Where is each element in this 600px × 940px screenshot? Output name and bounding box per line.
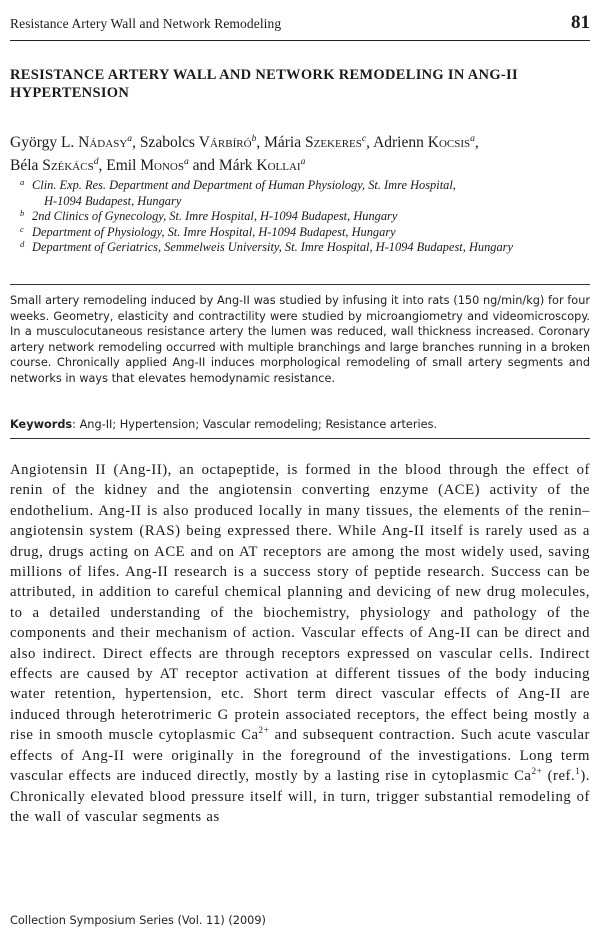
affiliation-text-continued: H-1094 Budapest, Hungary <box>44 193 182 208</box>
affiliation-text: Clin. Exp. Res. Department and Department of Human Physiology, St. Imre Hospital, <box>32 178 456 192</box>
running-header <box>10 12 590 41</box>
keywords <box>10 417 590 433</box>
affiliation-mark: d <box>20 239 25 250</box>
superscript: 2+ <box>531 766 543 777</box>
abstract-top-rule <box>10 284 590 285</box>
affiliation-text: 2nd Clinics of Gynecology, St. Imre Hospital, H-1094 Budapest, Hungary <box>32 209 398 224</box>
page-number: 81 <box>571 12 590 33</box>
affiliation <box>20 225 595 241</box>
affiliation-mark: a <box>20 177 25 187</box>
body-paragraph: Angiotensin II (Ang-II), an octapeptide, is formed in the blood through the effect of renin of the kidney and the angiotensin converting enzyme (ACE) activity of the endothelium. Ang-II is also produced locally in many tissues, the elements of the renin–angiotensin system (RAS) being expressed there. While Ang-II itself is rarely used as a drug, drugs acting on ACE and on AT receptors are among the most widely used, saving millions of lifes. Ang-II research is a success story of peptide research. Success can be attributed, in addition to careful chemical planning and devicing of new drug molecules, to a detailed understanding of the biochemistry, physiology and pathology of the components and their mechanism of action. Vascular effects of Ang-II can be direct and also indirect. Direct effects are through receptors expressed on vascular cells. Indirect effects are caused by AT receptor activation at different tissues of the body inducing water retention, hypertension, etc. Short term direct vascular effects of Ang-II are induced through heterotrimeric G protein associated receptors, the effect being mostly a rise in smooth muscle cytoplasmic $Ca^{2+}$ and subsequent contraction. Such acute vascular effects of Ang-II were originally in the foreground of the investigations. Long term vascular effects are induced directly, mostly by a lasting rise in cytoplasmic $Ca^{2+}$ (ref.$^1$). Chronically elevated blood pressure itself will, in turn, trigger substantial remodeling of the wall of vascular segments as <box>10 462 590 825</box>
author-list <box>10 131 590 177</box>
author: Adrienn Kocsis$^a$, <box>373 132 479 151</box>
author: Márk Kollai$^a$ <box>218 155 306 174</box>
affiliation-list <box>20 178 595 256</box>
abstract-bottom-rule <box>10 438 590 439</box>
reference-superscript: 1 <box>575 766 581 777</box>
affiliation <box>20 240 595 256</box>
author: Emil Monos$^a$ and <box>106 155 219 174</box>
article-title: RESISTANCE ARTERY WALL AND NETWORK REMODELING IN ANG-II HYPERTENSION <box>10 67 518 101</box>
superscript: 2+ <box>258 725 270 736</box>
author: Béla Székács$^d$, <box>10 155 107 174</box>
keywords-text: : Ang-II; Hypertension; Vascular remodeling; Resistance arteries. <box>72 418 438 431</box>
author: Szabolcs Várbíró$^b$, <box>139 132 265 151</box>
affiliation <box>20 178 595 209</box>
keywords-label: Keywords <box>10 418 73 431</box>
page-footer: Collection Symposium Series (Vol. 11) (2009) <box>10 914 266 927</box>
affiliation-text: Department of Geriatrics, Semmelweis University, St. Imre Hospital, H-1094 Budapest, Hungary <box>32 240 513 255</box>
affiliation-text: Department of Physiology, St. Imre Hospital, H-1094 Budapest, Hungary <box>32 224 396 239</box>
running-title: Resistance Artery Wall and Network Remodeling <box>10 16 282 31</box>
author: Mária Szekeres$^c$, <box>264 132 374 151</box>
affiliation-mark: c <box>20 223 24 234</box>
author: György L. Nádasy$^a$, <box>10 132 140 151</box>
affiliation-mark: b <box>20 208 25 219</box>
abstract: Small artery remodeling induced by Ang-II was studied by infusing it into rats (150 ng/min/kg) for four weeks. Geometry, elasticity and contractility were studied by microangiometry and videomicroscopy. In a musculocutaneous resistance artery the lumen was reduced, wall thickness increased. Coronary artery network remodeling occurred with multiple branchings and large branches running in a broken course. Chronically applied Ang-II induces morphological remodeling of small artery segments and networks in ways that elevates hemodynamic resistance. <box>10 294 590 385</box>
affiliation <box>20 209 595 225</box>
